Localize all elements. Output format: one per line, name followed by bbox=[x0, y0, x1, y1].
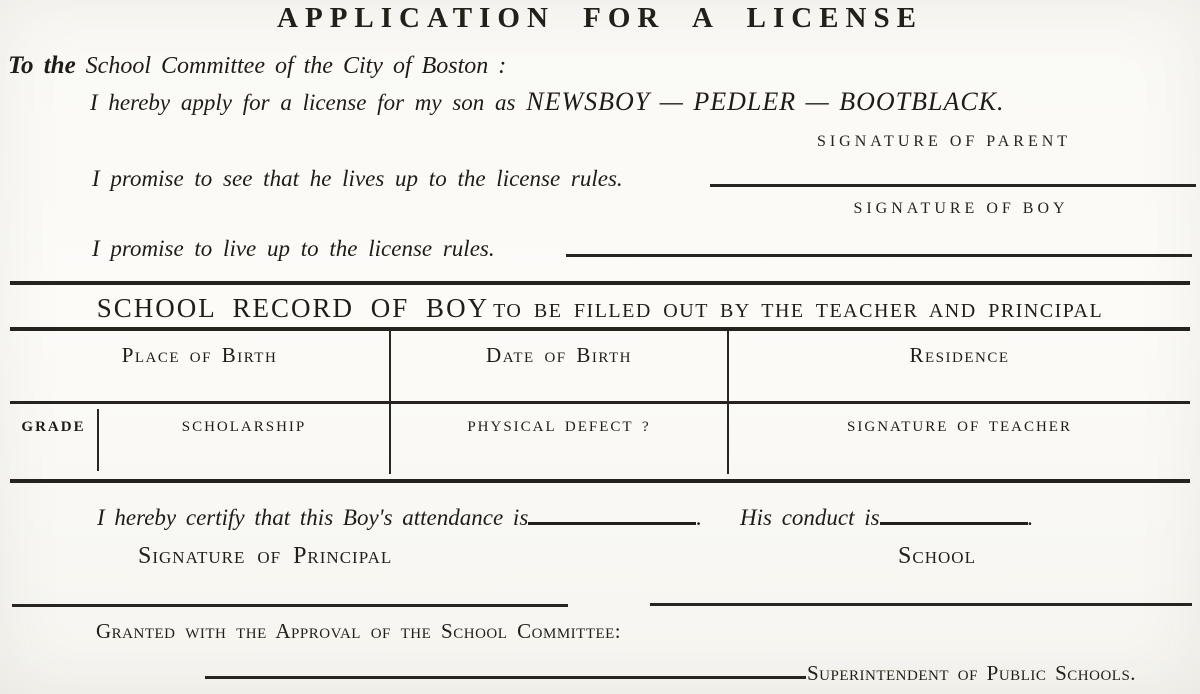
grade-cell[interactable] bbox=[10, 404, 97, 477]
license-types: NEWSBOY — PEDLER — BOOTBLACK. bbox=[526, 87, 1005, 116]
date-of-birth-label: Date of Birth bbox=[486, 343, 632, 367]
school-record-heading bbox=[0, 293, 1200, 324]
date-of-birth-cell[interactable] bbox=[391, 331, 727, 399]
physical-defect-cell[interactable] bbox=[391, 404, 727, 477]
physical-defect-label: PHYSICAL DEFECT ? bbox=[467, 419, 651, 435]
application-statement-text: I hereby apply for a license for my son as bbox=[90, 90, 516, 115]
place-of-birth-label: Place of Birth bbox=[121, 343, 278, 367]
section-rule-top bbox=[10, 281, 1190, 285]
school-record-heading-main: SCHOOL RECORD OF BOY bbox=[96, 293, 490, 323]
attendance-prefix: I hereby certify that this Boy's attendance is bbox=[97, 505, 529, 530]
parent-promise-statement: I promise to see that he lives up to the license rules. bbox=[92, 166, 623, 191]
scholarship-cell[interactable] bbox=[99, 404, 389, 477]
form-title: APPLICATION FOR A LICENSE bbox=[277, 2, 923, 34]
certification-statement bbox=[97, 505, 1033, 531]
boy-promise-signature-line[interactable] bbox=[566, 254, 1192, 257]
conduct-prefix: His conduct is bbox=[740, 505, 880, 530]
attendance-blank[interactable] bbox=[528, 520, 696, 525]
boy-promise-statement: I promise to live up to the license rules. bbox=[92, 236, 495, 261]
signature-of-parent-label: SIGNATURE OF PARENT bbox=[816, 133, 1072, 150]
signature-of-boy-label: SIGNATURE OF BOY bbox=[853, 200, 1069, 217]
salutation bbox=[8, 52, 506, 80]
attendance-period: . bbox=[696, 505, 703, 530]
teacher-signature-label: SIGNATURE OF TEACHER bbox=[847, 419, 1072, 435]
granted-statement: Granted with the Approval of the School Committee: bbox=[96, 619, 622, 643]
conduct-period: . bbox=[1027, 505, 1034, 530]
table-column-divider-2 bbox=[727, 331, 729, 474]
superintendent-signature-line[interactable] bbox=[205, 676, 806, 679]
salutation-body: School Committee of the City of Boston : bbox=[85, 53, 507, 79]
superintendent-label: Superintendent of Public Schools. bbox=[807, 661, 1137, 685]
residence-cell[interactable] bbox=[729, 331, 1190, 399]
signature-of-principal-label: Signature of Principal bbox=[138, 543, 393, 569]
scholarship-label: SCHOLARSHIP bbox=[181, 419, 307, 435]
salutation-lead: To the bbox=[8, 52, 76, 79]
residence-label: Residence bbox=[909, 343, 1010, 367]
teacher-signature-cell[interactable] bbox=[729, 404, 1190, 477]
place-of-birth-cell[interactable] bbox=[10, 331, 389, 399]
application-statement bbox=[90, 87, 1005, 117]
grade-column-divider bbox=[97, 409, 99, 471]
table-bottom-rule bbox=[10, 479, 1190, 483]
table-column-divider-1 bbox=[389, 331, 391, 474]
boy-signature-line[interactable] bbox=[710, 184, 1196, 187]
grade-label: GRADE bbox=[21, 419, 86, 435]
conduct-blank[interactable] bbox=[880, 520, 1028, 525]
school-label: School bbox=[898, 543, 976, 569]
principal-signature-line[interactable] bbox=[12, 604, 568, 607]
school-record-heading-sub: TO BE FILLED OUT BY THE TEACHER AND PRINCIPAL bbox=[493, 300, 1104, 322]
school-name-line[interactable] bbox=[650, 603, 1192, 606]
